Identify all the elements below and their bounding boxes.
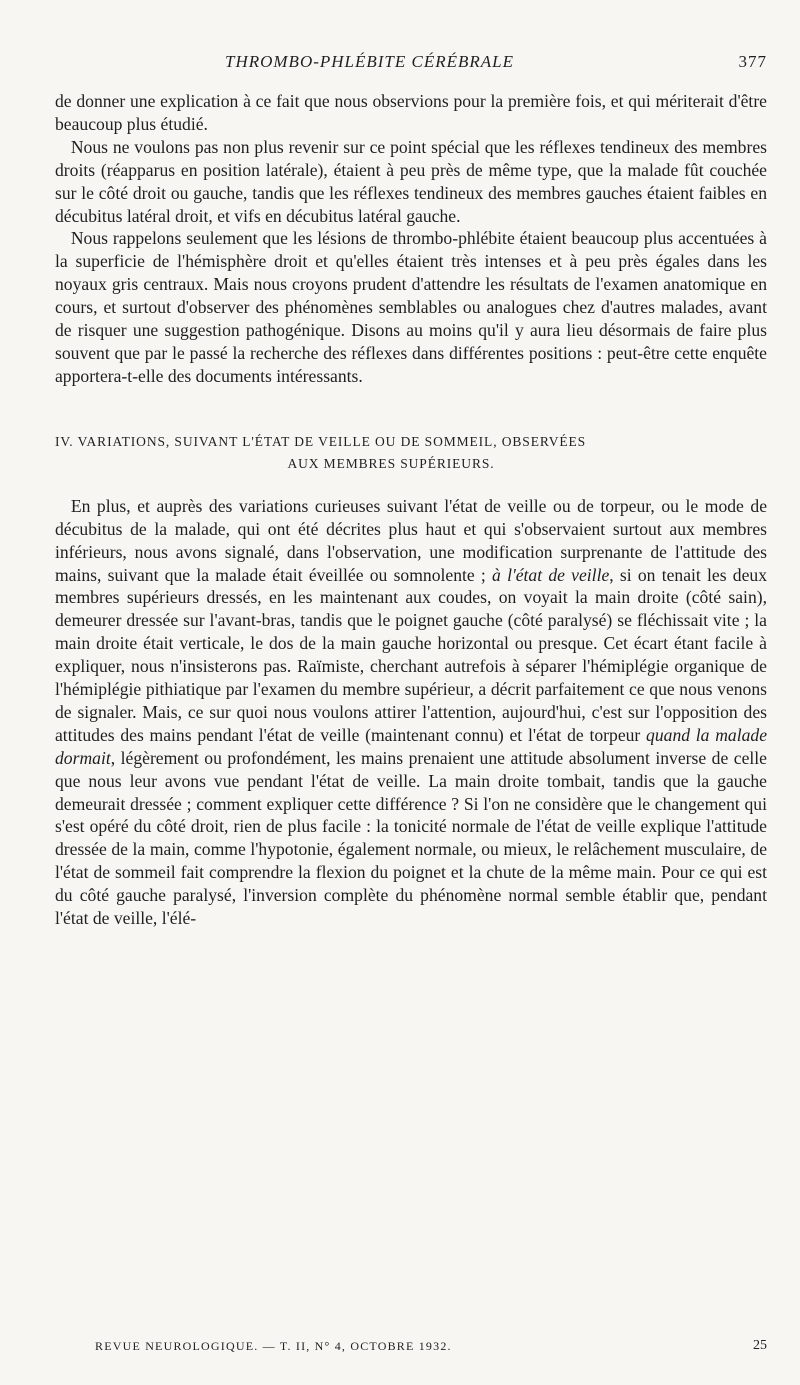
text-run: En plus, et auprès des variations curieuses suivant l'état de veille ou de torpeur, ou le mode de décubitus de la malade, qui ont été décrites plus haut et qui s'observaient surtout aux membres inférieurs, nous avons signalé, dans l'observation, une modification surprenante de l'attitude des mains, suivant que la malade était éveillée ou somnolente ; <box>55 495 767 585</box>
journal-reference: REVUE NEUROLOGIQUE. — T. II, N° 4, OCTOBRE 1932. <box>95 1339 452 1353</box>
body-text <box>55 90 767 930</box>
paragraph-reflexes: Nous ne voulons pas non plus revenir sur ce point spécial que les réflexes tendineux des membres droits (réapparus en position latérale), étaient à peu près de même type, que la malade fût couchée sur le côté droit ou gauche, tandis que les réflexes tendineux des membres gauches étaient faibles en décubitus latéral droit, et vifs en décubitus latéral gauche. <box>55 136 767 226</box>
section-heading-line-1: IV. VARIATIONS, SUIVANT L'ÉTAT DE VEILLE OU DE SOMMEIL, OBSERVÉES <box>55 433 587 449</box>
paragraph-lesions: Nous rappelons seulement que les lésions de thrombo-phlébite étaient beaucoup plus accentuées à la superficie de l'hémisphère droit et qu'elles étaient très intenses et à peu près égales dans les noyaux gris centraux. Mais nous croyons prudent d'attendre les résultats de l'examen anatomique en cours, et surtout d'observer des phénomènes semblables ou analogues chez d'autres malades, avant de risquer une suggestion pathogénique. Disons au moins qu'il y aura lieu désormais de faire plus souvent que par le passé la recherche des réflexes dans différentes positions : peut-être cette enquête apportera-t-elle des documents intéressants. <box>55 228 767 386</box>
text-run: , légèrement ou profondément, les mains prenaient une attitude absolument inverse de celle que nous leur avons vue pendant l'état de veille. La main droite tombait, tandis que la gauche demeurait dressée ; comment expliquer cette différence ? Si l'on ne considère que le changement qui s'est opéré du côté droit, rien de plus facile : la tonicité normale de l'état de veille explique l'attitude dressée de la main, comme l'hypotonie, également normale, ou mieux, le relâchement musculaire, de l'état de sommeil fait comprendre la flexion du poignet et la chute de la même main. Pour ce qui est du côté gauche paralysé, l'inversion complète du phénomène normal semble établir que, pendant l'état de veille, l'élé- <box>55 747 767 929</box>
section-heading-line-2: AUX MEMBRES SUPÉRIEURS. <box>287 455 495 471</box>
running-title: THROMBO-PHLÉBITE CÉRÉBRALE <box>225 52 514 71</box>
italic-run: quand la malade dormait <box>55 724 767 768</box>
signature-mark: 25 <box>753 1338 767 1353</box>
section-heading <box>55 431 767 475</box>
paragraph-section-iv <box>55 495 767 930</box>
italic-run: à l'état de veille <box>492 564 610 585</box>
text-run: , si on tenait les deux membres supérieurs dressés, en les maintenant aux coudes, on voyait la main droite (côté sain), demeurer dressée sur l'avant-bras, tandis que le poignet gauche (côté paralysé) se fléchissait vite ; la main droite était verticale, le dos de la main gauche horizontal ou presque. Cet écart étant facile à expliquer, nous n'insisterons pas. Raïmiste, cherchant autrefois à séparer l'hémiplégie organique de l'hémiplégie pithiatique par l'examen du membre supérieur, a décrit parfaitement ce que nous venons de signaler. Mais, ce sur quoi nous voulons attirer l'attention, aujourd'hui, c'est sur l'opposition des attitudes des mains pendant l'état de veille (maintenant connu) et l'état de torpeur <box>55 564 767 745</box>
page-number: 377 <box>738 52 767 71</box>
page-footer <box>95 1339 767 1354</box>
paragraph-continuation: de donner une explication à ce fait que nous observions pour la première fois, et qui mériterait d'être beaucoup plus étudié. <box>55 91 767 134</box>
